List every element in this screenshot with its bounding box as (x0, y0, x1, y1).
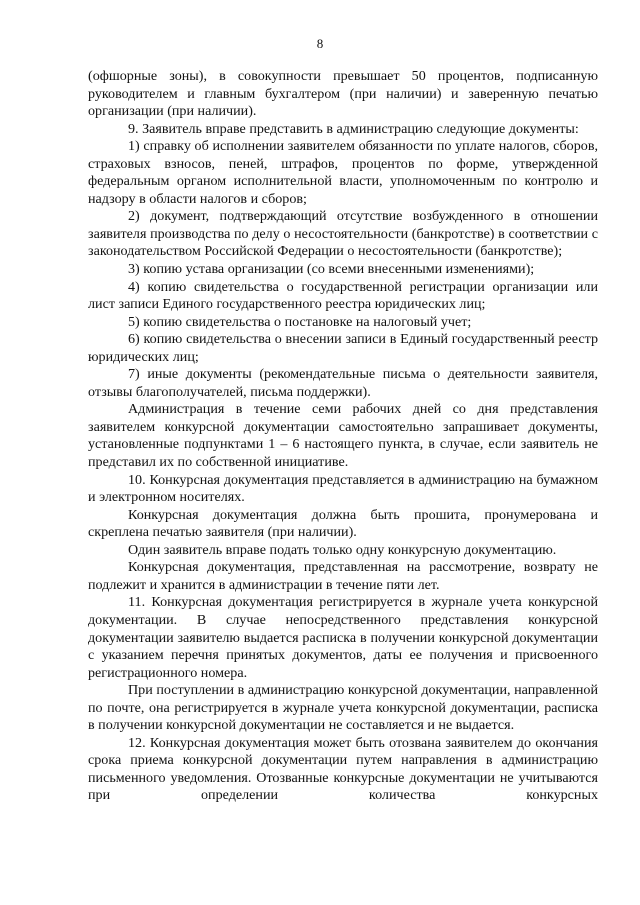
paragraph-subitem-3: 3) копию устава организации (со всеми внесенными изменениями); (128, 261, 535, 278)
paragraph-subitem-5: 5) копию свидетельства о постановке на налоговый учет; (128, 313, 472, 330)
paragraph-subitem-1: 1) справку об исполнении заявителем обязанности по уплате налогов, сборов, страховых взносов, пеней, штрафов, процентов по форме, утвержденной федеральным органом исполнительной власти, уполномоченным по контролю и надзору в области налогов и сборов; (88, 138, 598, 207)
paragraph-subitem-7: 7) иные документы (рекомендательные письма о деятельности заявителя, отзывы благополучателей, письма поддержки). (88, 366, 598, 400)
paragraph-single-submission: Один заявитель вправе подать только одну конкурсную документацию. (128, 541, 557, 558)
paragraph-no-return: Конкурсная документация, представленная на рассмотрение, возврату не подлежит и хранится в администрации в течение пяти лет. (88, 559, 598, 593)
document-body (88, 68, 598, 805)
paragraph-item-11: 11. Конкурсная документация регистрируется в журнале учета конкурсной документации. В случае непосредственного представления конкурсной документации заявителю выдается расписка в получении конкурсной документации с указанием перечня принятых документов, даты ее получения и присвоенного регистрационного номера. (88, 594, 598, 681)
paragraph-subitem-4: 4) копию свидетельства о государственной регистрации организации или лист записи Единого государственного реестра юридических лиц; (88, 278, 598, 313)
paragraph-item-12: 12. Конкурсная документация может быть отозвана заявителем до окончания срока приема конкурсной документации путем направления в администрацию письменного уведомления. Отозванные конкурсные документации не учитываются при определении количества конкурсных (88, 734, 598, 804)
paragraph-subitem-2: 2) документ, подтверждающий отсутствие возбужденного в отношении заявителя производства по делу о несостоятельности (банкротстве) в соответствии с законодательством Российской Федерации о несостоятельности (банкротстве); (88, 208, 598, 260)
paragraph-item-9: 9. Заявитель вправе представить в администрацию следующие документы: (128, 120, 579, 137)
paragraph-binding-requirement: Конкурсная документация должна быть прошита, пронумерована и скреплена печатью заявителя (при наличии). (88, 506, 598, 541)
page-number: 8 (316, 36, 324, 51)
paragraph-item-10: 10. Конкурсная документация представляется в администрацию на бумажном и электронном носителях. (88, 471, 598, 506)
paragraph-administration-request: Администрация в течение семи рабочих дней со дня представления заявителем конкурсной документации самостоятельно запрашивает документы, установленные подпунктами 1 – 6 настоящего пункта, в случае, если заявитель не представил их по собственной инициативе. (88, 401, 598, 471)
paragraph-subitem-6: 6) копию свидетельства о внесении записи в Единый государственный реестр юридических лиц; (88, 331, 598, 365)
paragraph-postal-registration: При поступлении в администрацию конкурсной документации, направленной по почте, она регистрируется в журнале учета конкурсной документации, расписка в получении конкурсной документации не составляется и не выдается. (88, 682, 598, 734)
paragraph-continuation: (офшорные зоны), в совокупности превышает 50 процентов, подписанную руководителем и главным бухгалтером (при наличии) и заверенную печатью организации (при наличии). (88, 68, 598, 120)
